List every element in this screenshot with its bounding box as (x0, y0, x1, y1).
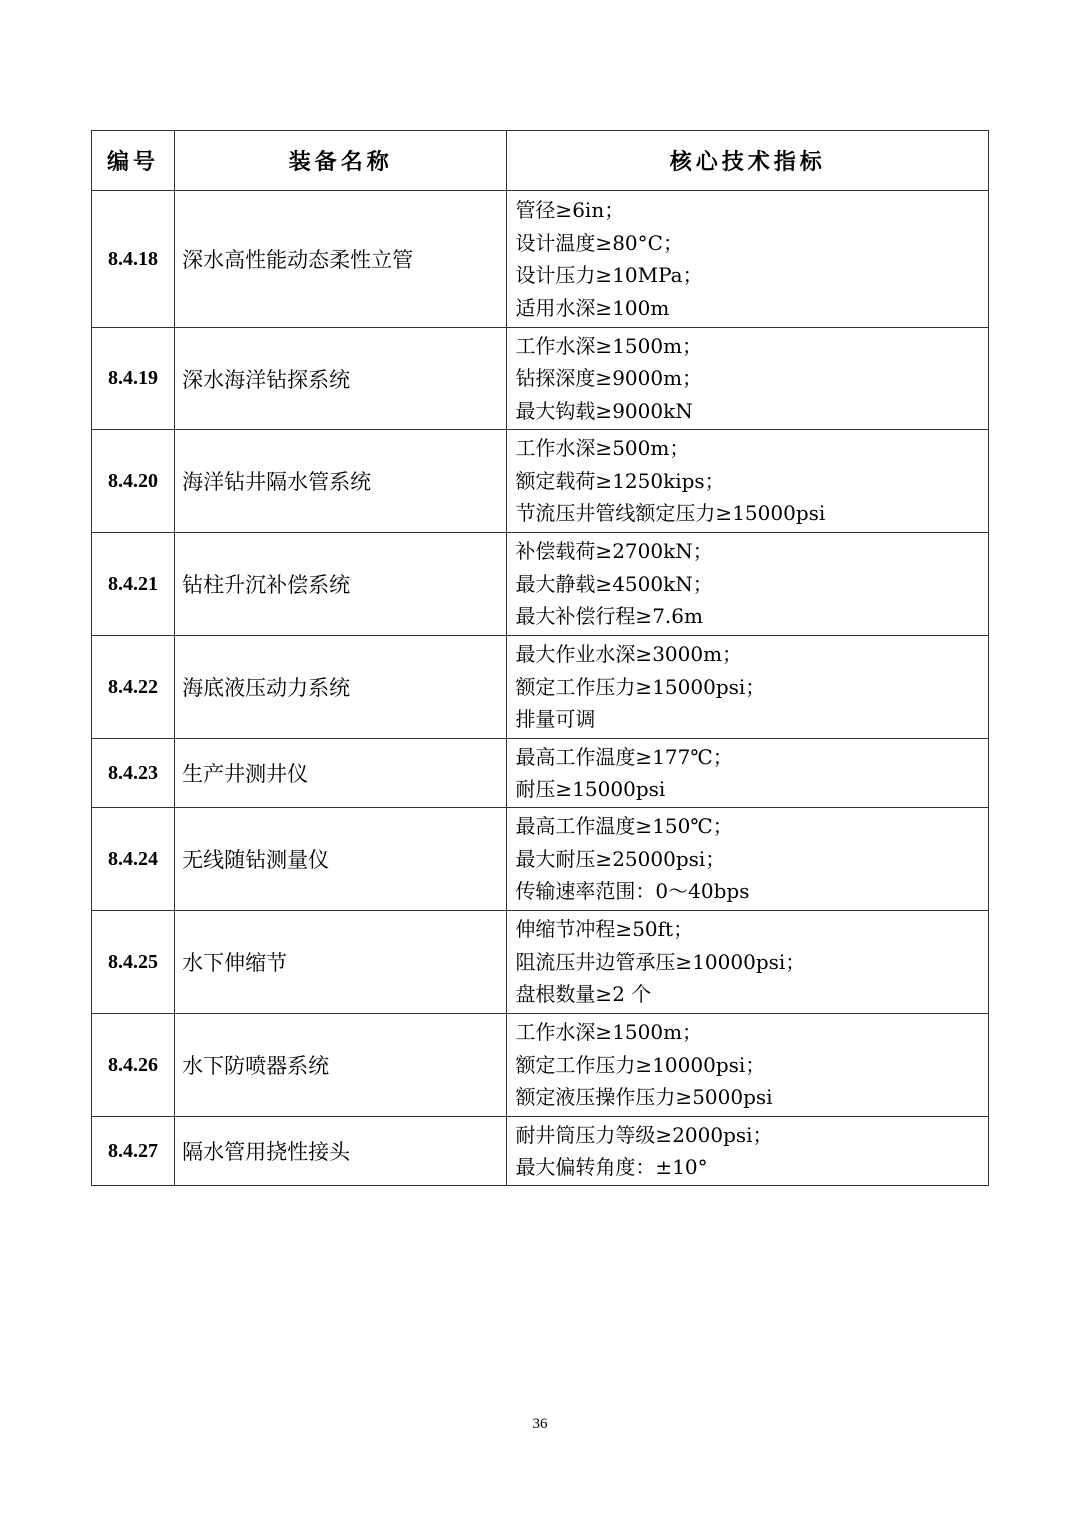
table-header (92, 131, 989, 191)
row-spec-cell (507, 1117, 989, 1186)
spec-line: 传输速率范围：0～40bps (515, 879, 750, 904)
row-equipment-name: 深水高性能动态柔性立管 (175, 191, 507, 328)
row-code: 8.4.26 (92, 1014, 175, 1117)
table-row (92, 191, 989, 328)
spec-line: 最大偏转角度：±10° (515, 1155, 708, 1179)
spec-line: 最大作业水深≥3000m； (515, 642, 743, 667)
table-row (92, 1014, 989, 1117)
row-spec-cell (507, 1014, 989, 1117)
row-code: 8.4.21 (92, 533, 175, 636)
row-spec-cell (507, 808, 989, 911)
header-code: 编号 (92, 131, 175, 191)
spec-line: 工作水深≥1500m； (515, 1020, 703, 1045)
row-code: 8.4.24 (92, 808, 175, 911)
row-code: 8.4.20 (92, 430, 175, 533)
spec-line: 设计压力≥10MPa； (515, 263, 703, 287)
spec-line: 阻流压井边管承压≥10000psi； (515, 949, 806, 974)
row-spec-cell (507, 636, 989, 739)
row-spec-cell (507, 739, 989, 808)
equipment-spec-table (91, 130, 989, 1186)
spec-line: 节流压井管线额定压力≥15000psi (515, 501, 826, 526)
spec-line: 最高工作温度≥177℃； (515, 744, 733, 769)
spec-line: 管径≥6in； (515, 198, 625, 222)
row-equipment-name: 水下防喷器系统 (175, 1014, 507, 1117)
row-equipment-name: 无线随钻测量仪 (175, 808, 507, 911)
spec-line: 额定液压操作压力≥5000psi (515, 1085, 773, 1110)
row-spec-cell (507, 328, 989, 430)
row-equipment-name: 钻柱升沉补偿系统 (175, 533, 507, 636)
spec-line: 最大静载≥4500kN； (515, 571, 713, 596)
spec-line: 最高工作温度≥150℃； (515, 814, 733, 839)
spec-line: 设计温度≥80°C； (515, 230, 683, 255)
row-equipment-name: 深水海洋钻探系统 (175, 328, 507, 430)
table-row (92, 739, 989, 808)
row-code: 8.4.19 (92, 328, 175, 430)
spec-line: 耐压≥15000psi (515, 777, 666, 801)
row-code: 8.4.27 (92, 1117, 175, 1186)
spec-line: 最大耐压≥25000psi； (515, 846, 726, 871)
spec-line: 排量可调 (515, 707, 596, 732)
spec-line: 盘根数量≥2 个 (515, 982, 652, 1007)
spec-line: 工作水深≥1500m； (515, 333, 703, 358)
row-spec-cell (507, 430, 989, 533)
table-row (92, 533, 989, 636)
spec-line: 额定工作压力≥15000psi； (515, 674, 766, 699)
row-equipment-name: 隔水管用挠性接头 (175, 1117, 507, 1186)
row-equipment-name: 海底液压动力系统 (175, 636, 507, 739)
row-code: 8.4.23 (92, 739, 175, 808)
table-row (92, 328, 989, 430)
spec-line: 额定工作压力≥10000psi； (515, 1052, 766, 1077)
row-equipment-name: 生产井测井仪 (175, 739, 507, 808)
row-equipment-name: 水下伸缩节 (175, 911, 507, 1014)
spec-line: 最大补偿行程≥7.6m (515, 604, 703, 629)
row-code: 8.4.18 (92, 191, 175, 328)
table-row (92, 636, 989, 739)
spec-line: 最大钩载≥9000kN (515, 398, 693, 423)
spec-line: 工作水深≥500m； (515, 436, 690, 461)
row-code: 8.4.22 (92, 636, 175, 739)
row-spec-cell (507, 911, 989, 1014)
row-spec-cell (507, 191, 989, 328)
row-spec-cell (507, 533, 989, 636)
spec-line: 适用水深≥100m (515, 295, 670, 320)
row-equipment-name: 海洋钻井隔水管系统 (175, 430, 507, 533)
spec-line: 补偿载荷≥2700kN； (515, 539, 713, 564)
header-name: 装备名称 (175, 131, 507, 191)
table-row (92, 430, 989, 533)
page-number: 36 (532, 1416, 548, 1432)
table-body (92, 191, 989, 1186)
table-row (92, 911, 989, 1014)
spec-line: 耐井筒压力等级≥2000psi； (515, 1122, 773, 1147)
spec-line: 伸缩节冲程≥50ft； (515, 917, 694, 942)
header-row (92, 131, 989, 191)
table-row (92, 808, 989, 911)
spec-line: 额定载荷≥1250kips； (515, 468, 725, 493)
row-code: 8.4.25 (92, 911, 175, 1014)
spec-line: 钻探深度≥9000m； (515, 366, 703, 391)
table-row (92, 1117, 989, 1186)
header-spec: 核心技术指标 (507, 131, 989, 191)
